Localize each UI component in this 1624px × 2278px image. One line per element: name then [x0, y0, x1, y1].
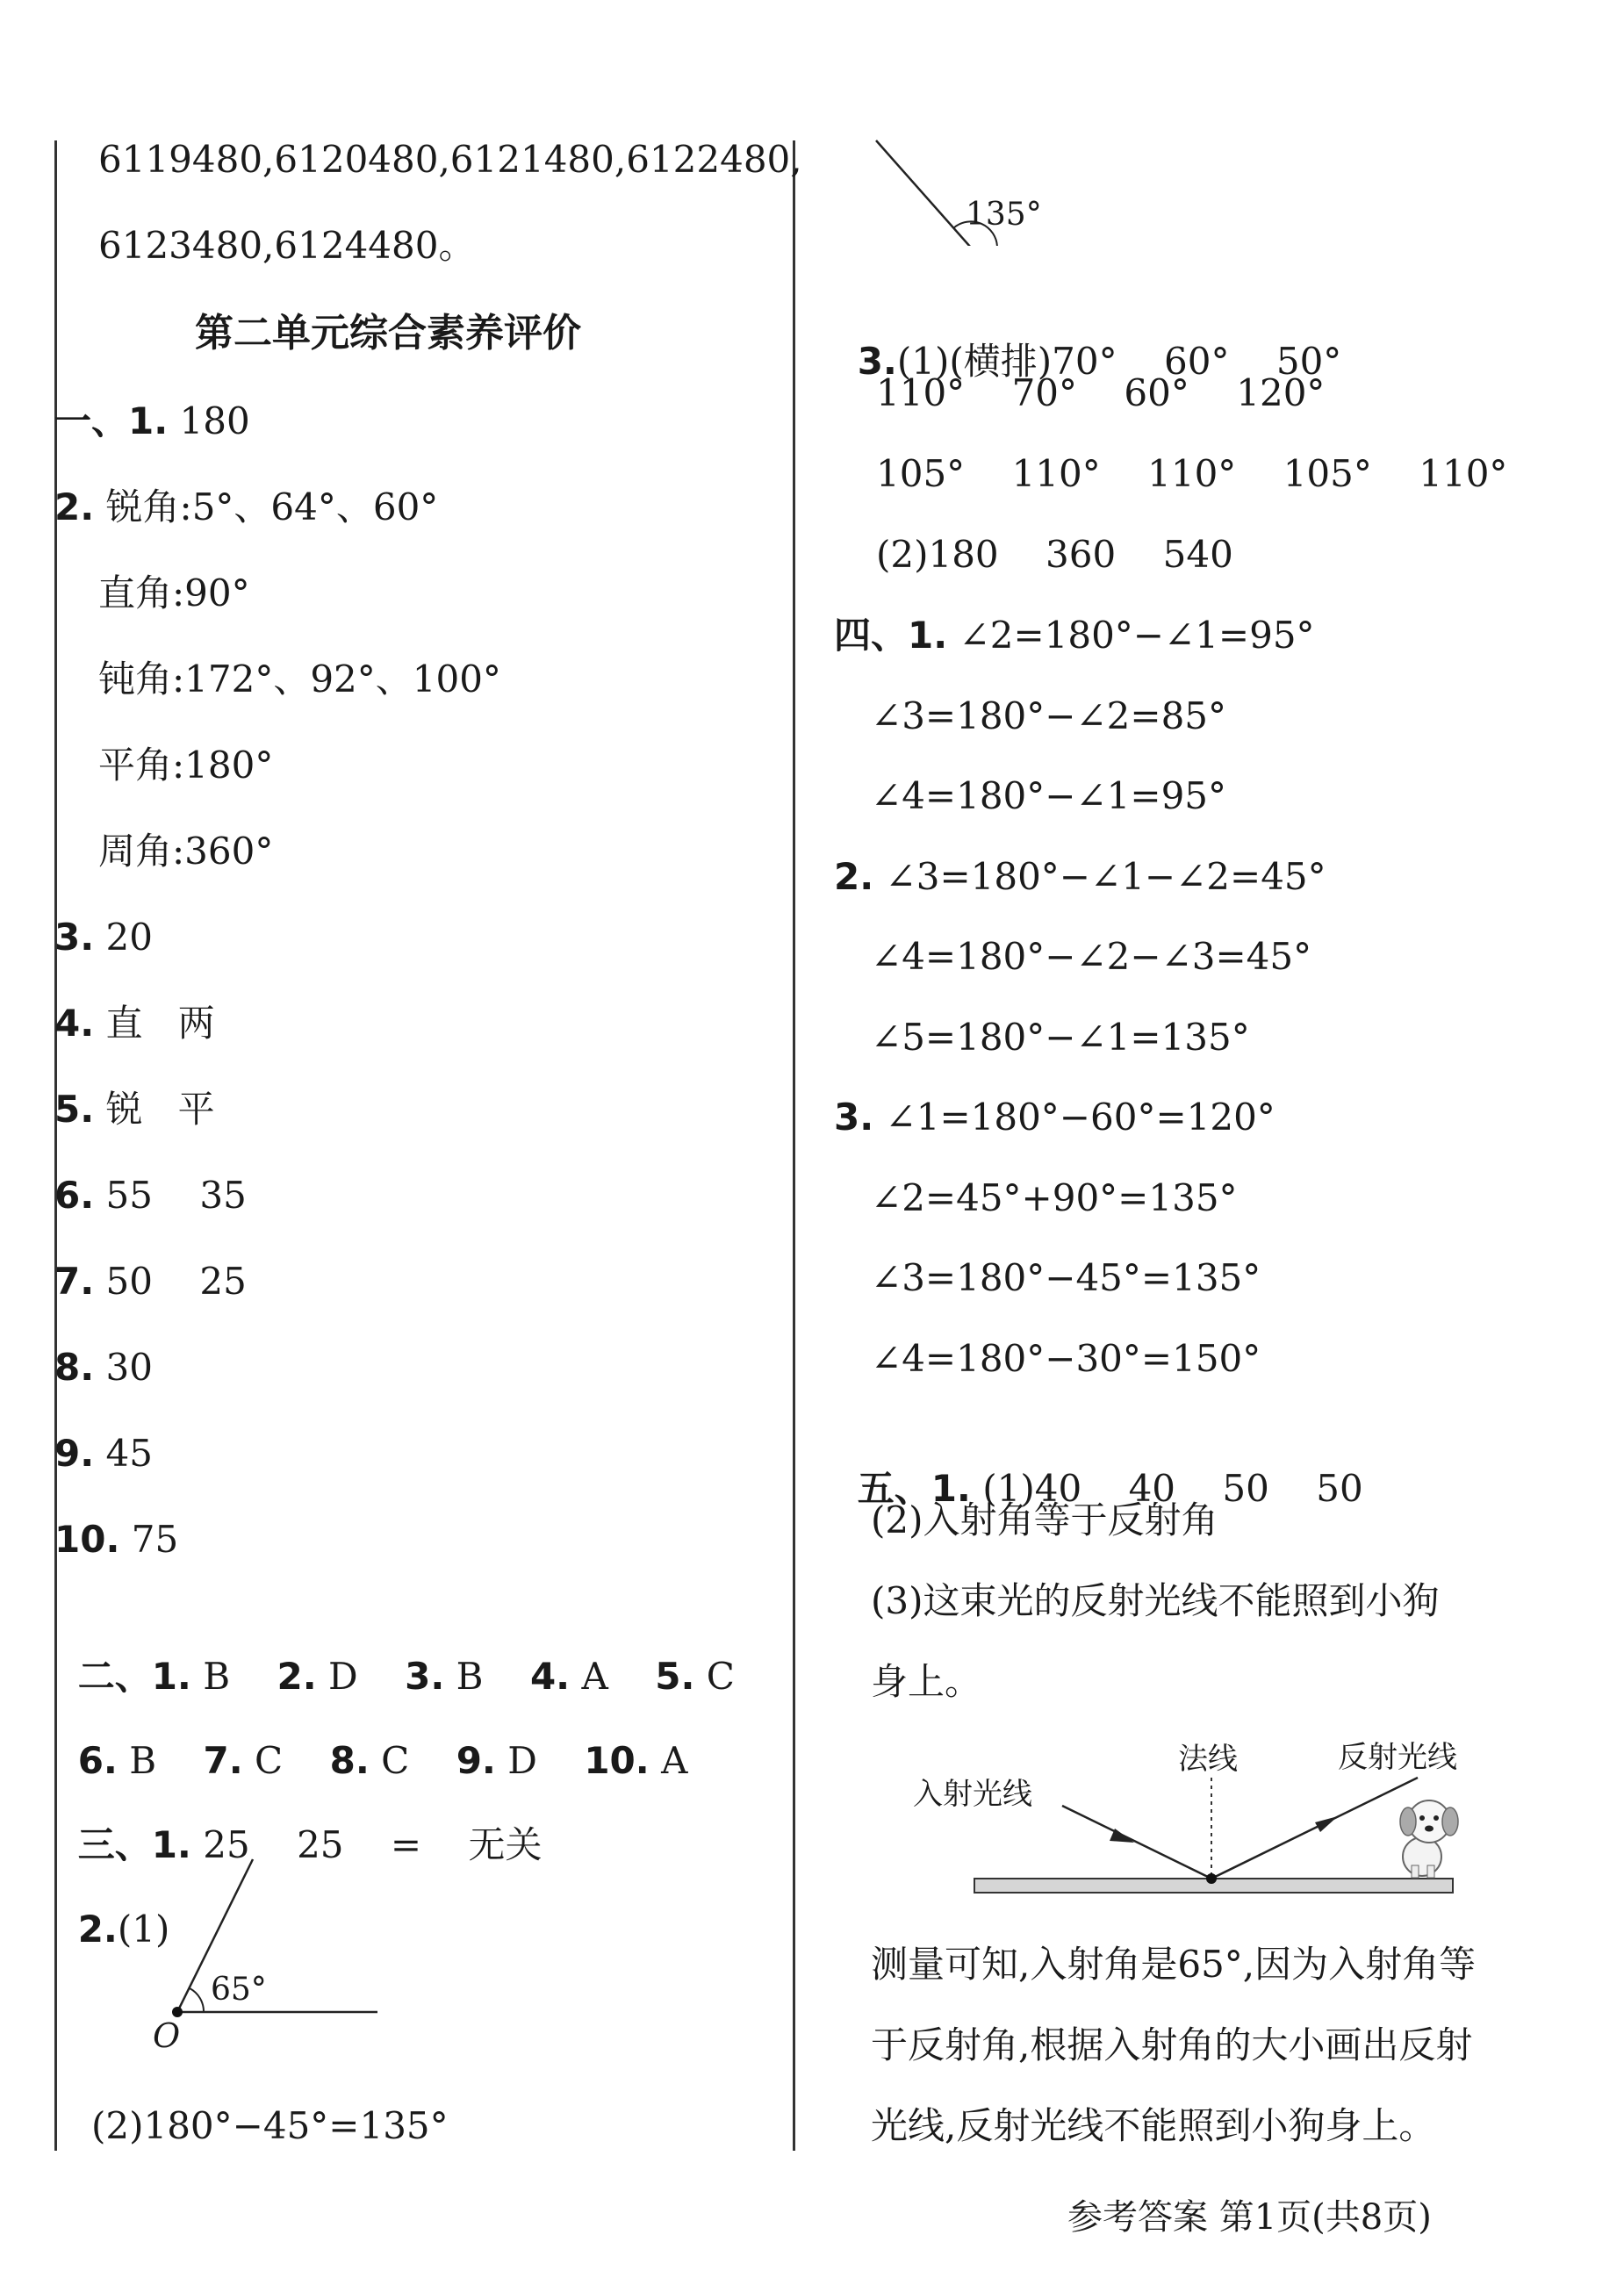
answer-text: 锐角:5°、64°、60° — [94, 485, 439, 528]
q3-2-part2: (2)180°−45°=135° — [91, 2104, 449, 2147]
mc-row-1: 二、1. B 2. D 3. B 4. A 5. C — [77, 1655, 735, 1698]
normal-label: 法线 — [1178, 1742, 1238, 1777]
answer-text: 锐 平 — [94, 1088, 215, 1131]
q3-1-answer: 三、1. 25 25 = 无关 — [77, 1823, 543, 1866]
r-q3-line-2: 110° 70° 60° 120° — [876, 371, 1326, 414]
answer-text: ∠1=180°−60°=120° — [873, 1096, 1275, 1139]
reflected-ray — [1211, 1778, 1418, 1879]
answer-text: ∠2=45°+90°=135° — [871, 1176, 1238, 1219]
right-answer-line — [834, 611, 1315, 660]
answer-text: ∠4=180°−30°=150° — [871, 1337, 1261, 1380]
left-answer-line — [54, 1257, 247, 1306]
right-answer-line — [834, 1093, 1275, 1142]
r-q3-line-4: (2)180 360 540 — [876, 533, 1233, 576]
reflection-diagram — [904, 1734, 1519, 1927]
question-number: 7. — [54, 1260, 95, 1303]
q3-2-answer: 2.(1) — [77, 1908, 170, 1951]
answer-text: 30 — [94, 1346, 153, 1389]
column-divider — [793, 140, 795, 2151]
left-answer-line — [98, 655, 501, 704]
angle-arc — [190, 1988, 204, 2012]
left-answer-line — [98, 569, 250, 618]
vertex-label: O — [153, 2016, 181, 2055]
r-q3-line-1: 3.(1)(横排)70° 60° 50° — [857, 340, 1342, 383]
incident-ray — [1062, 1806, 1211, 1879]
r-q5-line-3: (3)这束光的反射光线不能照到小狗 — [871, 1579, 1440, 1622]
answer-text: ∠2=180°−∠1=95° — [947, 614, 1315, 657]
right-answer-line — [871, 1254, 1261, 1303]
right-answer-line — [871, 1013, 1250, 1062]
left-answer-line — [98, 741, 273, 790]
angle-65-diagram — [140, 1843, 456, 2072]
answer-text: 55 35 — [94, 1174, 247, 1217]
answer-text: ∠4=180°−∠1=95° — [871, 774, 1227, 817]
number-sequence-line-2: 6123480,6124480。 — [98, 224, 476, 267]
incidence-point — [1206, 1873, 1217, 1884]
right-answer-line — [871, 1334, 1261, 1383]
left-answer-line — [54, 397, 250, 446]
answer-text: 20 — [94, 916, 153, 959]
left-answer-line — [54, 1515, 178, 1564]
dog-icon — [1400, 1800, 1458, 1878]
answer-text: ∠4=180°−∠2−∠3=45° — [871, 935, 1312, 978]
angle-135-diagram — [860, 132, 1141, 246]
left-answer-line — [54, 1343, 153, 1392]
left-answer-line — [54, 483, 438, 532]
answer-text: 75 — [119, 1518, 179, 1561]
answer-text: 180 — [168, 399, 250, 442]
angle-label: 65° — [211, 1972, 267, 2008]
r-q5-line-4: 身上。 — [871, 1660, 982, 1703]
left-answer-line — [54, 913, 153, 962]
answer-text: 平角:180° — [98, 744, 274, 787]
question-number: 5. — [54, 1088, 95, 1131]
answer-text: 45 — [94, 1432, 153, 1475]
answer-text: ∠3=180°−45°=135° — [871, 1256, 1261, 1299]
left-answer-line — [54, 999, 215, 1048]
page-footer: 参考答案 第1页(共8页) — [1067, 2197, 1432, 2238]
explanation-line-1: 测量可知,入射角是65°,因为入射角等 — [871, 1943, 1477, 1986]
question-number: 四、1. — [834, 614, 948, 657]
answer-text: ∠3=180°−∠1−∠2=45° — [873, 855, 1326, 898]
question-number: 9. — [54, 1432, 95, 1475]
number-sequence-line-1: 6119480,6120480,6121480,6122480, — [98, 138, 802, 181]
right-answer-line — [834, 852, 1326, 902]
answer-text: 钝角:172°、92°、100° — [98, 658, 501, 701]
angle-ray-slanted — [876, 140, 971, 246]
explanation-line-2: 于反射角,根据入射角的大小画出反射 — [871, 2023, 1473, 2066]
left-answer-line — [54, 1171, 247, 1220]
right-answer-line — [871, 932, 1311, 981]
answer-text: 直角:90° — [98, 571, 250, 614]
question-number: 一、1. — [54, 399, 169, 442]
answer-text: 50 25 — [94, 1260, 247, 1303]
left-answer-line — [98, 827, 273, 876]
question-number: 2. — [834, 855, 874, 898]
explanation-line-3: 光线,反射光线不能照到小狗身上。 — [871, 2104, 1436, 2147]
question-number: 10. — [54, 1518, 120, 1561]
reflected-arrow — [1315, 1816, 1338, 1832]
left-answer-line — [54, 1429, 153, 1478]
reflected-label: 反射光线 — [1338, 1740, 1457, 1775]
left-answer-line — [54, 1085, 215, 1134]
answer-text: ∠3=180°−∠2=85° — [871, 694, 1227, 737]
answer-text: 周角:360° — [98, 830, 274, 873]
angle-label: 135° — [966, 197, 1042, 233]
question-number: 8. — [54, 1346, 95, 1389]
answer-text: 直 两 — [94, 1002, 215, 1045]
question-number: 6. — [54, 1174, 95, 1217]
right-answer-line — [871, 772, 1226, 821]
question-number: 4. — [54, 1002, 95, 1045]
r-q5-line-1: 五、1. (1)40 40 50 50 — [857, 1467, 1363, 1510]
mc-row-2: 6. B 7. C 8. C 9. D 10. A — [77, 1739, 688, 1782]
r-q5-line-2: (2)入射角等于反射角 — [871, 1498, 1218, 1541]
incident-label: 入射光线 — [913, 1777, 1032, 1812]
question-number: 3. — [834, 1096, 874, 1139]
question-number: 2. — [54, 485, 95, 528]
r-q3-line-3: 105° 110° 110° 105° 110° — [876, 452, 1508, 495]
question-number: 3. — [54, 916, 95, 959]
answer-text: ∠5=180°−∠1=135° — [871, 1016, 1250, 1059]
right-answer-line — [871, 692, 1226, 741]
right-answer-line — [871, 1174, 1238, 1223]
section-title: 第二单元综合素养评价 — [195, 311, 581, 356]
